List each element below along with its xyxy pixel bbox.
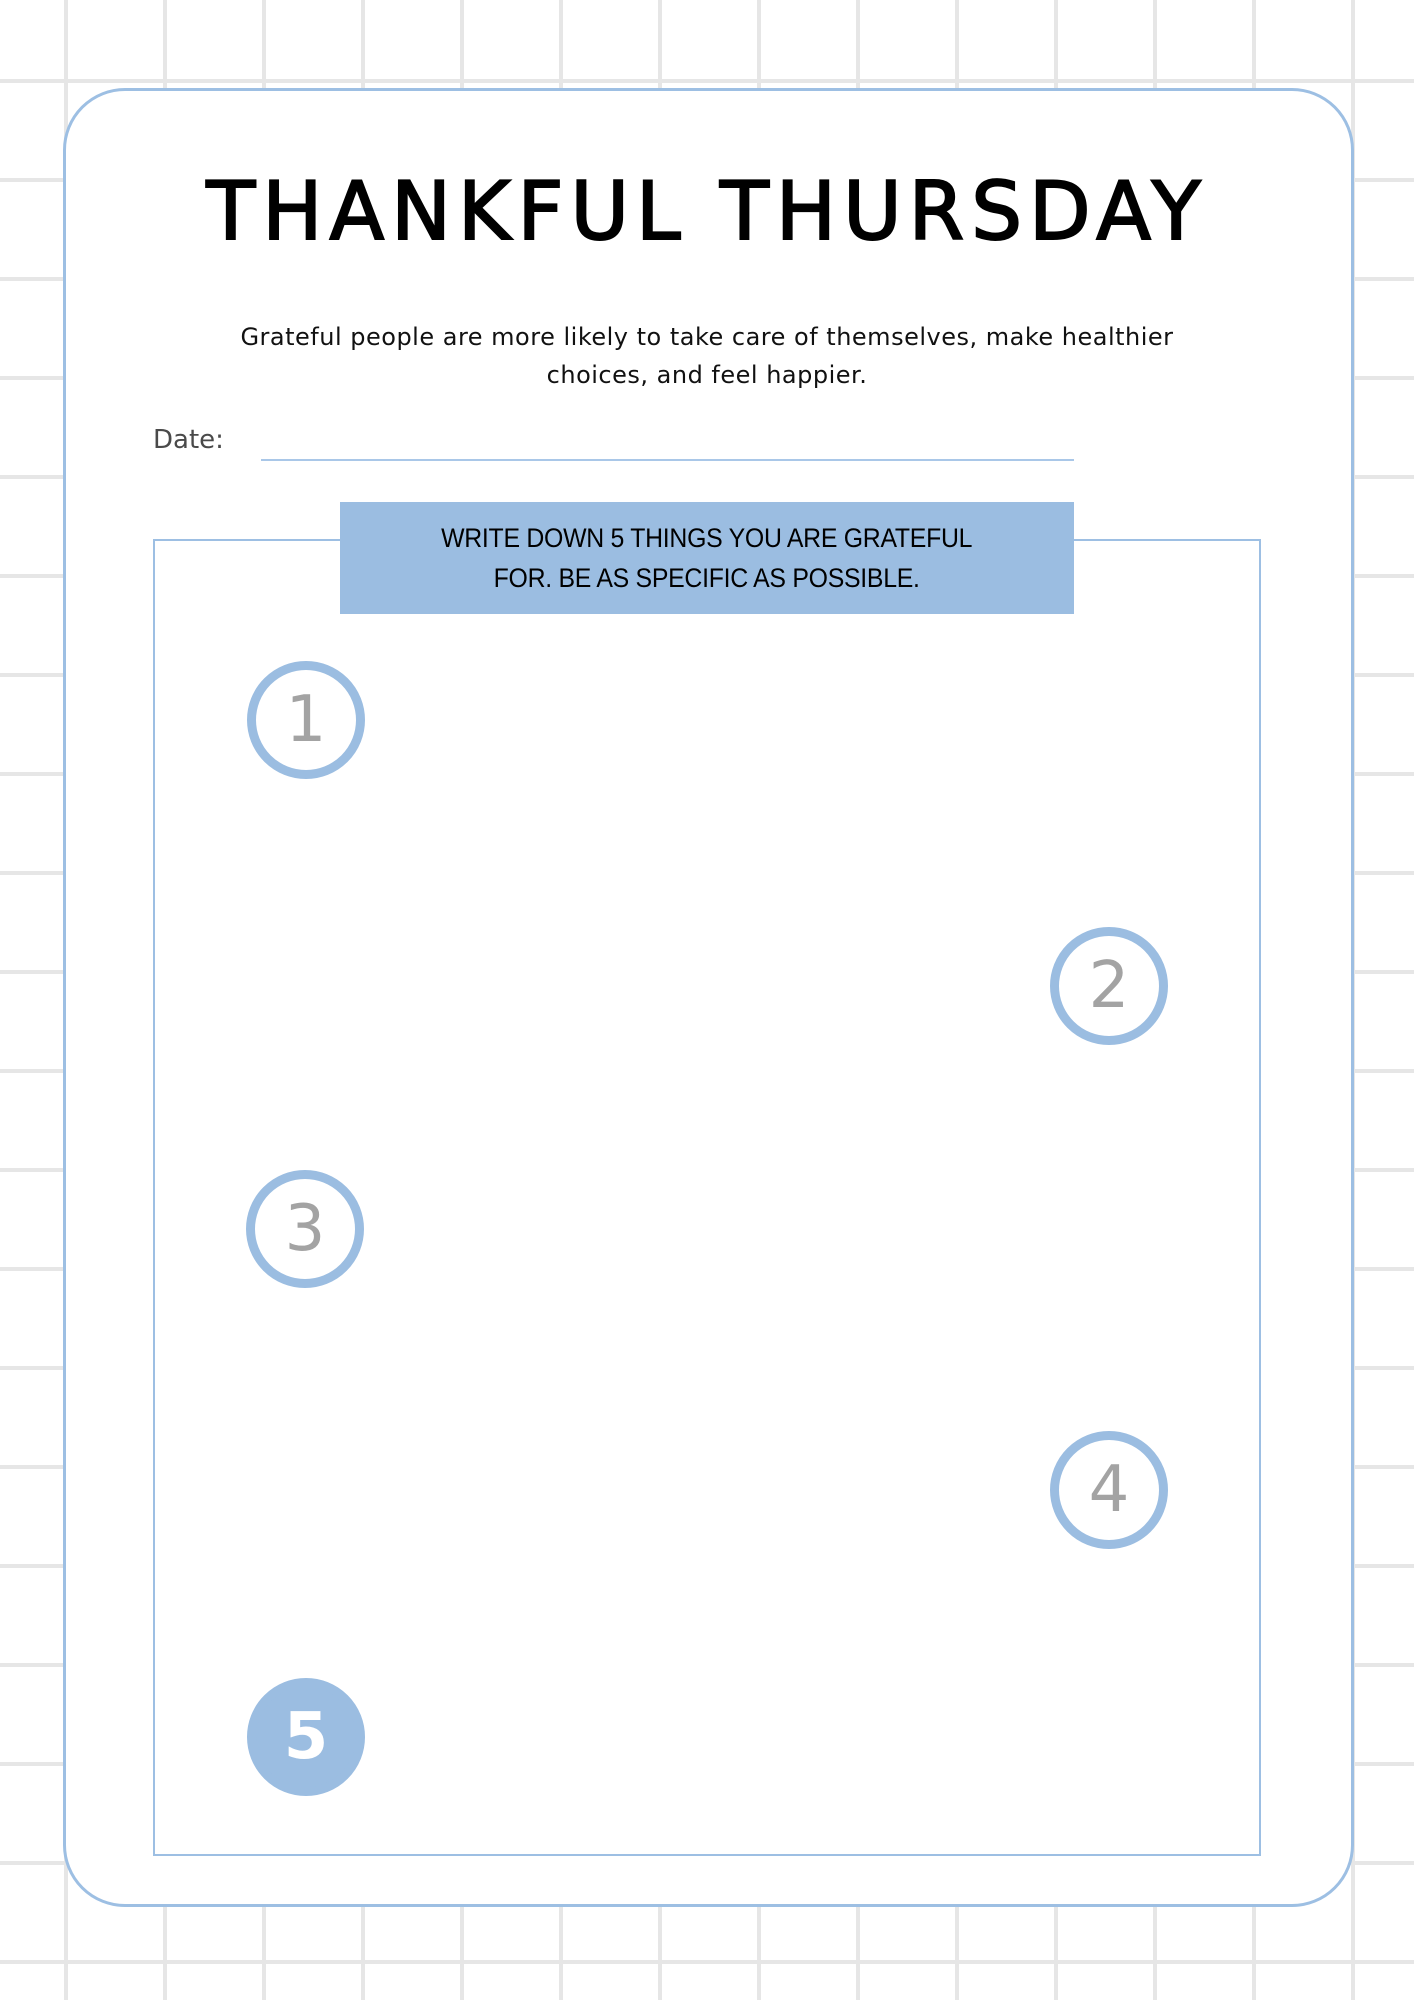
instruction-banner — [340, 502, 1074, 614]
date-label: Date: — [153, 425, 224, 455]
item-number-4: 4 — [1050, 1431, 1168, 1549]
subtitle: Grateful people are more likely to take care of themselves, make healthier choices, and feel happier. — [240, 323, 1174, 389]
instruction-line-1: WRITE DOWN 5 THINGS YOU ARE GRATEFUL — [441, 523, 973, 553]
page-title: THANKFUL THURSDAY — [206, 165, 1208, 258]
item-number-5: 5 — [247, 1678, 365, 1796]
instruction-line-2: FOR. BE AS SPECIFIC AS POSSIBLE. — [493, 563, 921, 593]
item-number-2: 2 — [1050, 927, 1168, 1045]
item-number-3: 3 — [246, 1170, 364, 1288]
item-number-1: 1 — [247, 661, 365, 779]
date-field[interactable] — [261, 459, 1074, 461]
